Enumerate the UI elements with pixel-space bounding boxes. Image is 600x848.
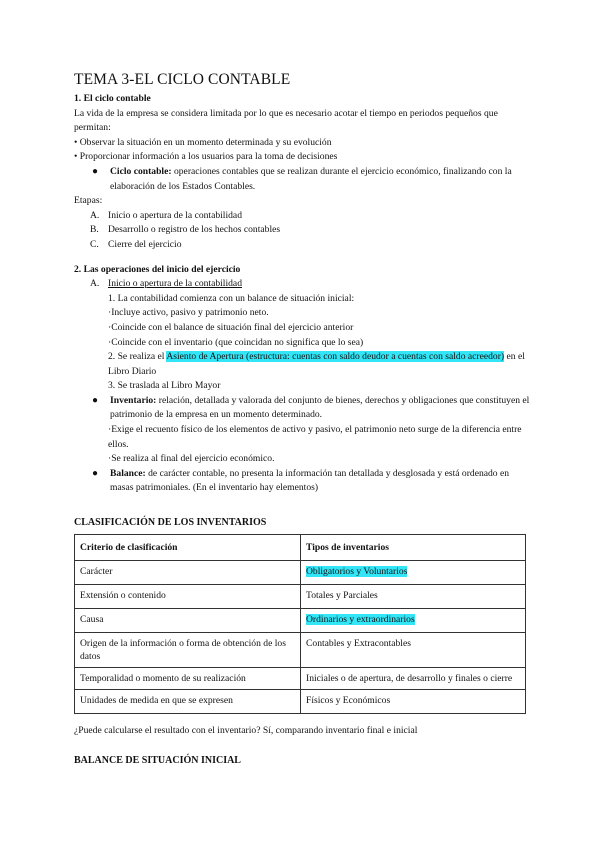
table-row: Extensión o contenido Totales y Parciales bbox=[75, 584, 526, 608]
page-title: TEMA 3-EL CICLO CONTABLE bbox=[74, 71, 291, 88]
cycle-bullet bbox=[74, 165, 530, 194]
inventario-a: ·Exige el recuento físico de los elementos de activo y pasivo, el patrimonio neto surge de la diferencia entre ellos. bbox=[108, 424, 522, 450]
table-header: Tipos de inventarios bbox=[301, 534, 526, 560]
line-1a: ·Incluye activo, pasivo y patrimonio neto. bbox=[108, 307, 269, 319]
table-row: Carácter Obligatorios y Voluntarios bbox=[75, 560, 526, 584]
section-2-heading: 2. Las operaciones del inicio del ejercicio bbox=[74, 263, 241, 275]
document-page bbox=[74, 70, 530, 769]
section-1-intro: La vida de la empresa se considera limitada por lo que es necesario acotar el tiempo en periodos pequeños que permitan: bbox=[74, 107, 498, 134]
table-row: Origen de la información o forma de obtención de los datos Contables y Extracontables bbox=[75, 632, 526, 667]
line-1: 1. La contabilidad comienza con un balance de situación inicial: bbox=[108, 292, 355, 304]
table-caption: CLASIFICACIÓN DE LOS INVENTARIOS bbox=[74, 517, 267, 529]
table-row: Temporalidad o momento de su realización Iniciales o de apertura, de desarrollo y finales o cierre bbox=[75, 667, 526, 689]
table-header: Criterio de clasificación bbox=[75, 534, 301, 560]
cycle-text: operaciones contables que se realizan durante el ejercicio económico, finalizando con la elaboración de los Estados Contables. bbox=[110, 165, 512, 192]
section-1-heading: 1. El ciclo contable bbox=[74, 93, 151, 104]
table-row: Unidades de medida en que se expresen Físicos y Económicos bbox=[75, 689, 526, 713]
bullet-dot-icon: ● bbox=[92, 467, 99, 479]
section-3-heading: BALANCE DE SITUACIÓN INICIAL bbox=[74, 755, 241, 767]
balance-bullet: ● Balance: de carácter contable, no presenta la información tan detallada y desglosada y está ordenado en masas patrimoniales. (En el inventario hay elementos) bbox=[74, 467, 530, 496]
question-text: ¿Puede calcularse el resultado con el inventario? Sí, comparando inventario final e inicial bbox=[74, 724, 418, 736]
table-row: Causa Ordinarios y extraordinarios bbox=[75, 608, 526, 632]
highlighted-asiento: Asiento de Apertura (estructura: cuentas con saldo deudor a cuentas con saldo acreedor) bbox=[166, 351, 505, 363]
inventario-b: ·Se realiza al final del ejercicio económico. bbox=[108, 453, 275, 465]
bullet-dot-icon: ● bbox=[92, 394, 99, 406]
inventario-bullet: ● Inventario: relación, detallada y valorada del conjunto de bienes, derechos y obligaciones que constituyen el patrimonio de la empresa en un momento determinado. bbox=[74, 394, 530, 423]
line-2: 2. Se realiza el Asiento de Apertura (estructura: cuentas con saldo deudor a cuentas con saldo acreedor) en el Libro Diario bbox=[108, 351, 525, 377]
point-2: • Proporcionar información a los usuarios para la toma de decisiones bbox=[74, 151, 338, 163]
etapas-label: Etapas: bbox=[74, 195, 103, 207]
etapa-b: B. Desarrollo o registro de los hechos contables bbox=[90, 224, 281, 236]
point-1: • Observar la situación en un momento determinada y su evolución bbox=[74, 136, 332, 148]
etapa-a: A. Inicio o apertura de la contabilidad bbox=[90, 209, 242, 221]
line-1c: ·Coincide con el inventario (que coincidan no significa que lo sea) bbox=[108, 336, 364, 348]
etapa-c: C. Cierre del ejercicio bbox=[90, 238, 182, 250]
bullet-dot-icon: ● bbox=[92, 165, 99, 177]
line-3: 3. Se traslada al Libro Mayor bbox=[108, 380, 221, 392]
inventory-table bbox=[74, 534, 526, 714]
cycle-label: Ciclo contable: bbox=[110, 165, 172, 177]
apertura-item: A. Inicio o apertura de la contabilidad bbox=[90, 278, 242, 290]
line-1b: ·Coincide con el balance de situación final del ejercicio anterior bbox=[108, 321, 354, 333]
